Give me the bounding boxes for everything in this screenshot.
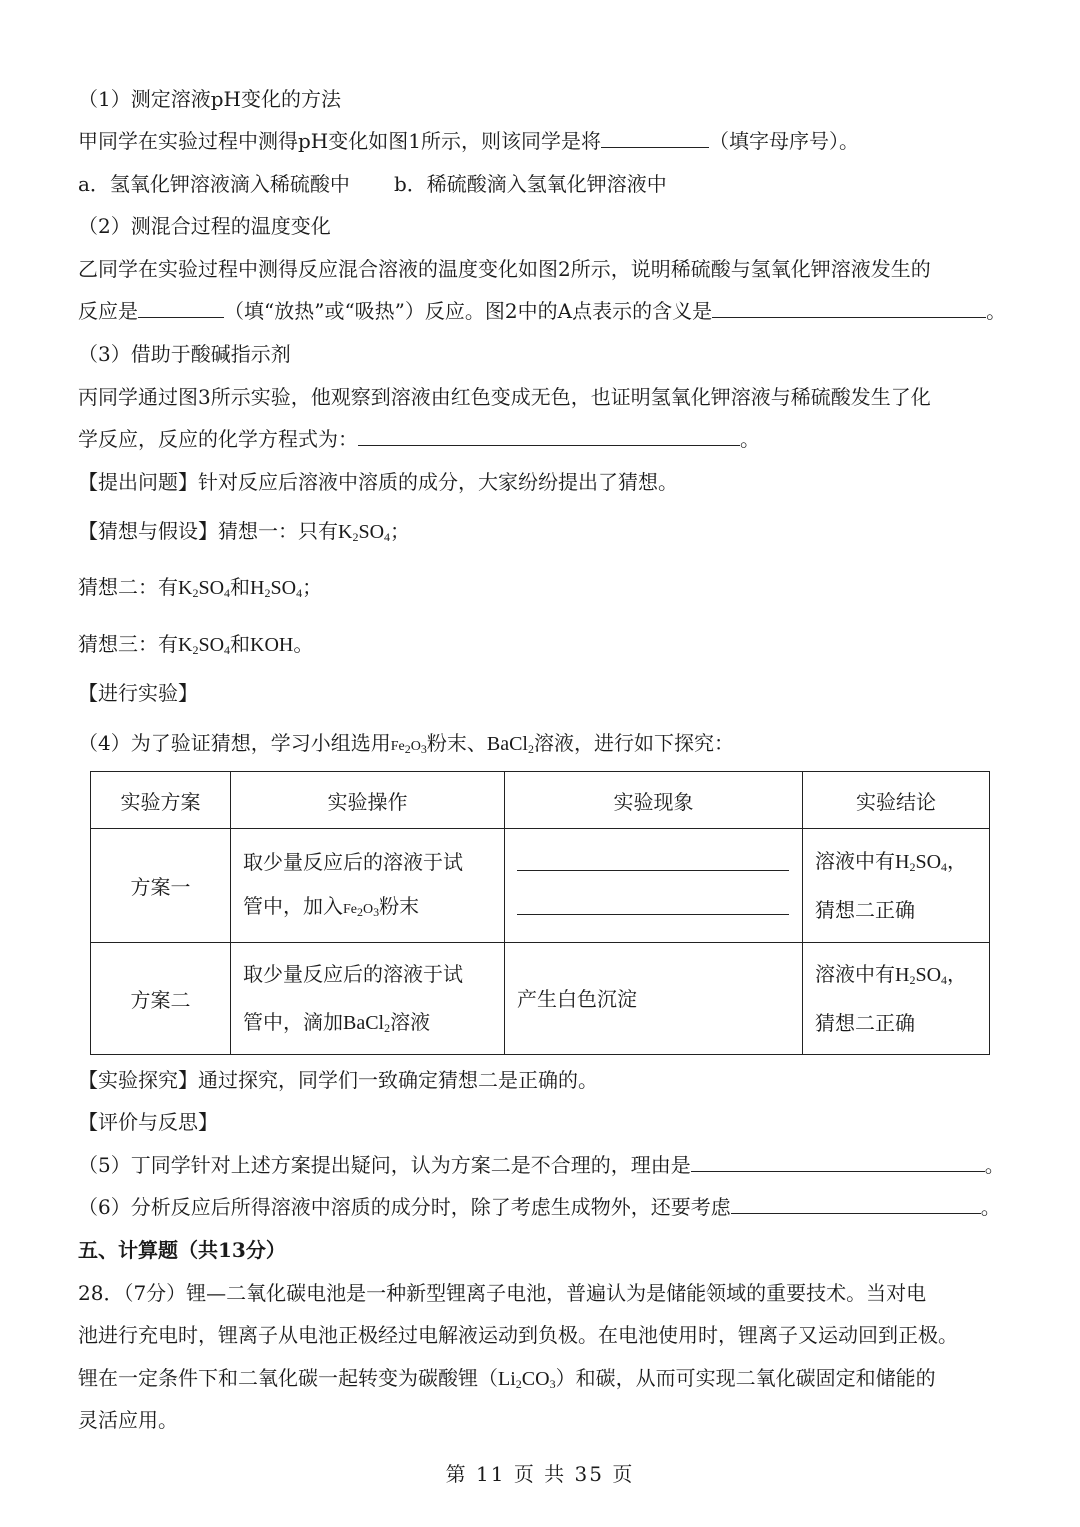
phenomenon-answer-blank-1[interactable] <box>517 850 789 871</box>
phenomenon-cell: 产生白色沉淀 <box>505 943 803 1055</box>
formula-h2so4: $H_2SO_4$ <box>250 577 303 600</box>
table-header-row <box>91 772 990 829</box>
q1-options <box>78 170 667 198</box>
guess-1: 【猜想与假设】猜想一：只有$K_2SO_4$； <box>78 519 411 544</box>
q3-end-mark: 。 <box>740 427 760 451</box>
q28-line-4: 灵活应用。 <box>78 1408 178 1432</box>
q1-answer-blank[interactable] <box>601 127 709 148</box>
table-header-cell: 实验方案 <box>91 772 231 829</box>
explore-statement: 【实验探究】通过探究，同学们一致确定猜想二是正确的。 <box>78 1068 598 1092</box>
q28-line-1: 28．（7分）锂—二氧化碳电池是一种新型锂离子电池，普遍认为是储能领域的重要技术。当对电 <box>78 1281 927 1305</box>
formula-h2so4: $H_2SO_4$ <box>895 851 948 874</box>
evaluate-header: 【评价与反思】 <box>78 1110 218 1134</box>
q2-end-mark: 。 <box>986 299 1007 323</box>
q2-text-2b: （填“放热”或“吸热”）反应。图2中的A点表示的含义是 <box>224 299 713 323</box>
page-footer: 第 11 页 共 35 页 <box>445 1462 635 1486</box>
conclusion-cell: 溶液中有$H_2SO_4$， 猜想二正确 <box>803 829 990 943</box>
formula-k2so4: $K_2SO_4$ <box>178 577 231 600</box>
q3-text-1: 丙同学通过图3所示实验，他观察到溶液由红色变成无色，也证明氢氧化钾溶液与稀硫酸发生了化 <box>78 385 931 409</box>
formula-bacl2: BaCl$_2$ <box>486 733 534 756</box>
operation-cell: 取少量反应后的溶液于试 管中，加入$Fe_2O_3$粉末 <box>231 829 505 943</box>
q1-title: （1）测定溶液pH变化的方法 <box>78 87 341 111</box>
experiment-table <box>90 771 990 1055</box>
q2-title: （2）测混合过程的温度变化 <box>78 214 331 238</box>
q28-line-3: 锂在一定条件下和二氧化碳一起转变为碳酸锂$(Li_2CO_3)$和碳，从而可实现二氧化碳固定和储能的 <box>78 1366 936 1391</box>
q2-answer-blank-2[interactable] <box>712 297 986 318</box>
q3-text-2: 学反应，反应的化学方程式为： <box>78 427 358 451</box>
formula-li2co3: $Li_2CO_3$ <box>498 1368 556 1391</box>
table-header-cell: 实验现象 <box>505 772 803 829</box>
formula-bacl2: BaCl$_2$ <box>343 1012 391 1035</box>
table-header-cell: 实验结论 <box>803 772 990 829</box>
section-title: 五、计算题（共13分） <box>78 1238 286 1262</box>
table-row <box>91 829 990 943</box>
guess-2: 猜想二：有$K_2SO_4$和$H_2SO_4$； <box>78 575 323 600</box>
formula-fe2o3: $Fe_2O_3$ <box>390 739 427 756</box>
q2-text-2a: 反应是 <box>78 299 138 323</box>
experiment-header: 【进行实验】 <box>78 681 198 705</box>
q1-tail: （填字母序号）。 <box>708 129 859 153</box>
q2-question <box>78 297 1006 325</box>
q3-answer-blank[interactable] <box>358 425 740 446</box>
phenomenon-answer-blank-2[interactable] <box>517 894 789 915</box>
table-header-cell: 实验操作 <box>231 772 505 829</box>
q1-option-b: b．稀硫酸滴入氢氧化钾溶液中 <box>393 172 667 196</box>
operation-cell: 取少量反应后的溶液于试 管中，滴加BaCl$_2$溶液 <box>231 943 505 1055</box>
guess-3: 猜想三：有$K_2SO_4$和KOH。 <box>78 632 314 657</box>
q28-line-2: 池进行充电时，锂离子从电池正极经过电解液运动到负极。在电池使用时，锂离子又运动回到正极。 <box>78 1323 958 1347</box>
q3-question <box>78 425 760 453</box>
problem-statement: 【提出问题】针对反应后溶液中溶质的成分，大家纷纷提出了猜想。 <box>78 470 678 494</box>
q3-title: （3）借助于酸碱指示剂 <box>78 342 291 366</box>
q5-answer-blank[interactable] <box>691 1151 985 1172</box>
formula-h2so4: $H_2SO_4$ <box>895 964 948 987</box>
q6-question: （6）分析反应后所得溶液中溶质的成分时，除了考虑生成物外，还要考虑 。 <box>78 1195 1001 1219</box>
q1-text: 甲同学在实验过程中测得pH变化如图1所示，则该同学是将 <box>78 129 601 153</box>
formula-koh: KOH <box>250 634 294 656</box>
conclusion-cell: 溶液中有$H_2SO_4$， 猜想二正确 <box>803 943 990 1055</box>
phenomenon-cell <box>505 829 803 943</box>
q4-question: （4）为了验证猜想，学习小组选用$Fe_2O_3$粉末、BaCl$_2$溶液，进行如下探究： <box>78 731 734 756</box>
plan-cell: 方案一 <box>91 829 231 943</box>
table-row <box>91 943 990 1055</box>
q2-answer-blank-1[interactable] <box>138 297 224 318</box>
q1-question <box>78 127 859 155</box>
formula-fe2o3: $Fe_2O_3$ <box>343 901 380 919</box>
formula-k2so4: $K_2SO_4$ <box>178 634 231 657</box>
q6-answer-blank[interactable] <box>731 1193 981 1214</box>
formula-k2so4: $K_2SO_4$ <box>338 521 391 544</box>
q5-question: （5）丁同学针对上述方案提出疑问，认为方案二是不合理的，理由是 。 <box>78 1153 1005 1177</box>
q2-text-1: 乙同学在实验过程中测得反应混合溶液的温度变化如图2所示，说明稀硫酸与氢氧化钾溶液发生的 <box>78 257 931 281</box>
q1-option-a: a．氢氧化钾溶液滴入稀硫酸中 <box>78 172 350 196</box>
plan-cell: 方案二 <box>91 943 231 1055</box>
